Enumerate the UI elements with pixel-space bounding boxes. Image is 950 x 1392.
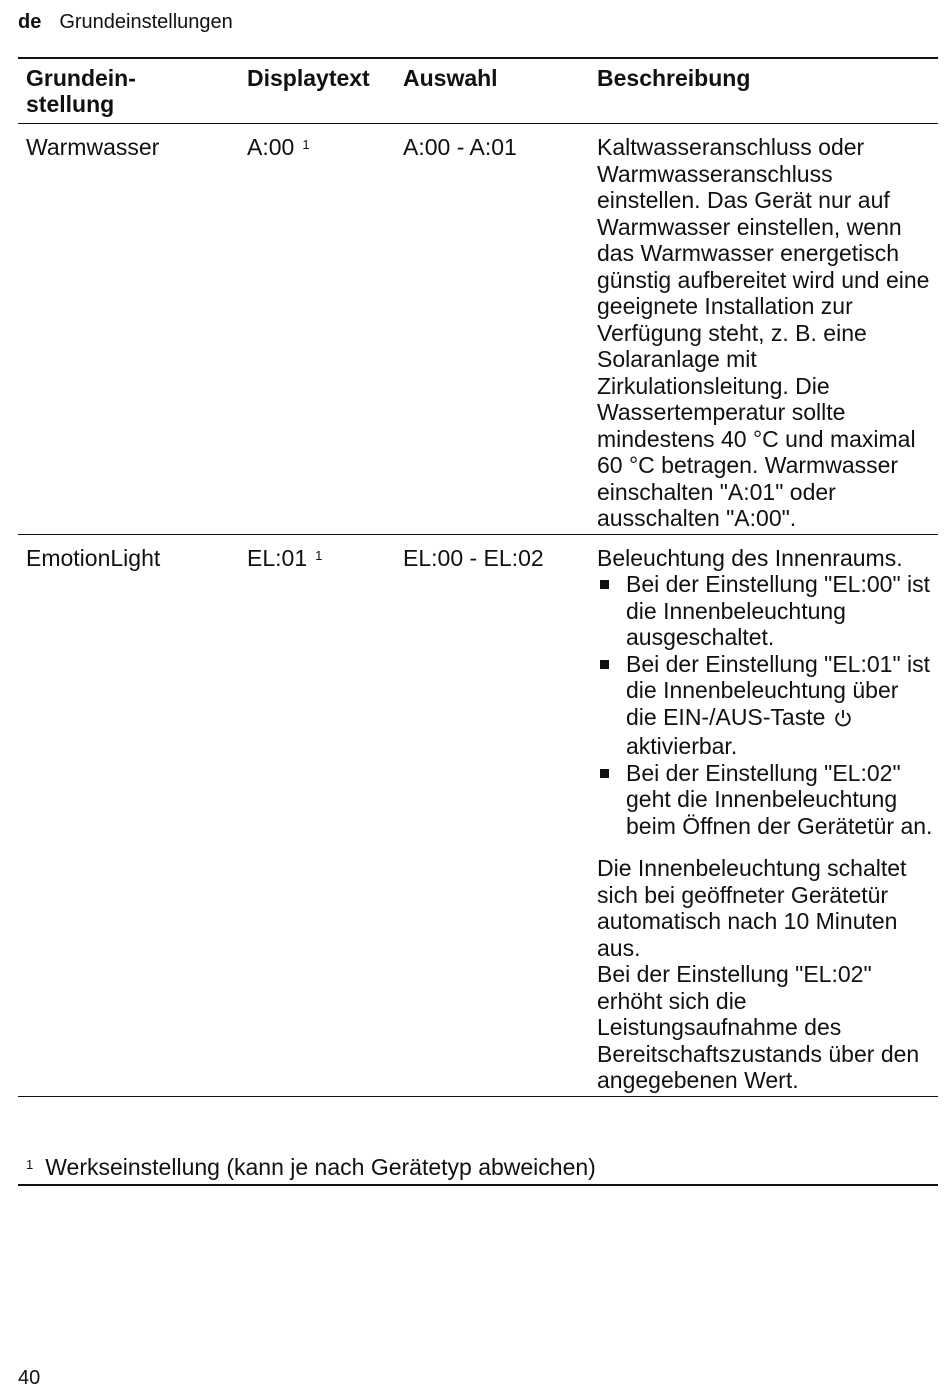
display-text: EL:01	[247, 544, 308, 571]
footnote-ref: 1	[302, 137, 310, 152]
selection-range: A:00 - A:01	[395, 124, 589, 535]
description: Kaltwasseranschluss oder Warmwasseranschluss einstellen. Das Gerät nur auf Warmwasser einstellen, wenn das Warmwasser energetisch günstig aufbereitet wird und eine geeignete Installation zur Verfügung steht, z. B. eine Solaranlage mit Zirkulationsleitung. Die Wassertemperatur sollte mindestens 40 °C und maximal 60 °C betragen. Warmwasser einschalten "A:01" oder ausschalten "A:00".	[589, 124, 938, 535]
list-item	[597, 651, 934, 760]
display-text: A:00	[247, 134, 295, 160]
page-number: 40	[18, 1367, 41, 1389]
column-header-description: Beschreibung	[589, 58, 938, 124]
column-header-displaytext: Displaytext	[239, 58, 395, 124]
footnote-mark: 1	[26, 1157, 34, 1172]
bullet-text: Bei der Einstellung "EL:00" ist die Innenbeleuchtung ausgeschaltet.	[626, 571, 930, 650]
bullet-list	[597, 571, 934, 839]
settings-table	[18, 57, 938, 1097]
setting-name: EmotionLight	[18, 534, 239, 1096]
footnote-ref: 1	[315, 547, 323, 563]
settings-table-wrapper	[18, 57, 938, 1097]
section-title: Grundeinstellungen	[59, 11, 233, 33]
footnote	[18, 1152, 938, 1186]
bullet-text-suffix: aktivierbar.	[626, 733, 738, 759]
display-text-cell	[239, 534, 395, 1096]
description-note: Bei der Einstellung "EL:02" erhöht sich die Leistungsaufnahme des Bereitschaftszustands über den angegebenen Wert.	[597, 961, 920, 1093]
square-bullet-icon	[600, 660, 609, 669]
footnote-text: Werkseinstellung (kann je nach Gerätetyp abweichen)	[45, 1154, 596, 1180]
setting-name: Warmwasser	[18, 124, 239, 535]
square-bullet-icon	[600, 769, 609, 778]
description-note: Die Innenbeleuchtung schaltet sich bei geöffneter Gerätetür automatisch nach 10 Minuten aus.	[597, 855, 907, 961]
bullet-text: Bei der Einstellung "EL:01" ist die Innenbeleuchtung über die EIN-/AUS-Taste	[626, 650, 930, 730]
table-row	[18, 124, 938, 535]
list-item	[597, 571, 934, 651]
table-row	[18, 534, 938, 1096]
bullet-text: Bei der Einstellung "EL:02" geht die Innenbeleuchtung beim Öffnen der Gerätetür an.	[626, 759, 933, 839]
selection-range: EL:00 - EL:02	[395, 534, 589, 1096]
language-tag: de	[18, 11, 42, 33]
description-cell	[589, 534, 938, 1096]
table-header-row	[18, 58, 938, 124]
square-bullet-icon	[600, 580, 609, 589]
power-icon	[834, 707, 852, 734]
running-head	[18, 10, 233, 34]
description-intro: Beleuchtung des Innenraums.	[597, 544, 903, 571]
display-text-cell	[239, 124, 395, 535]
column-header-selection: Auswahl	[395, 58, 589, 124]
list-item	[597, 760, 934, 840]
column-header-setting: Grundein- stellung	[18, 58, 239, 124]
